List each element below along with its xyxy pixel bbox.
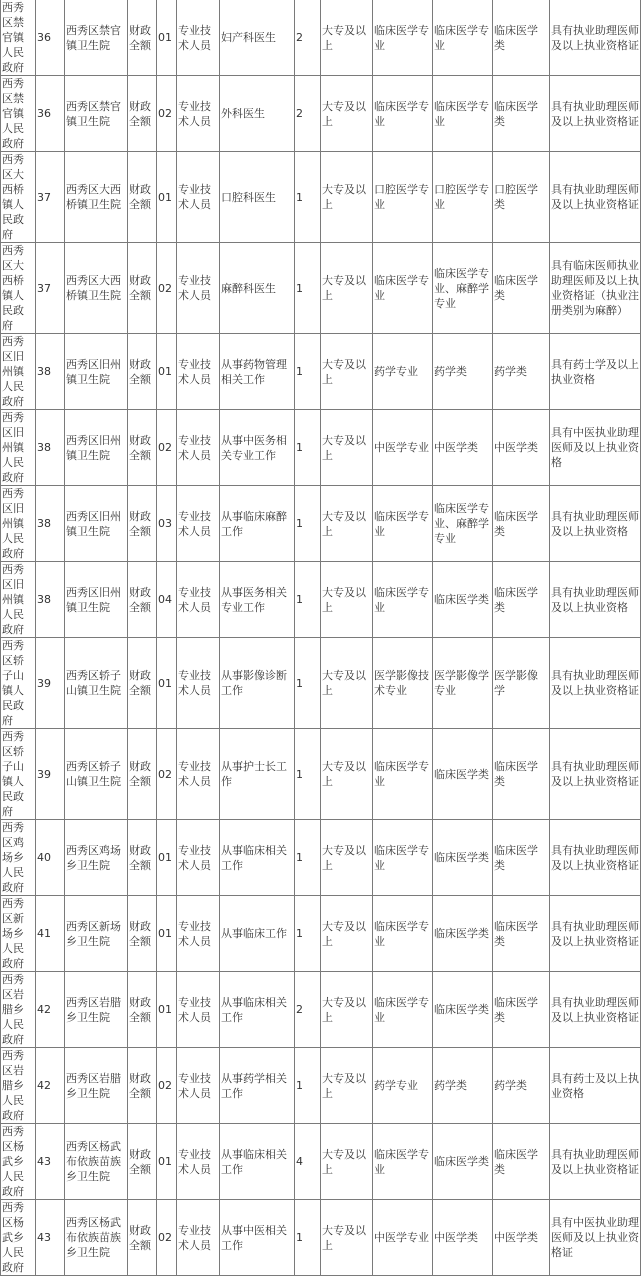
table-row — [1, 0, 641, 76]
cell-pos-type: 专业技术人员 — [177, 896, 220, 972]
cell-code: 37 — [36, 243, 65, 334]
cell-requirement: 具有执业助理医师及以上执业资格证 — [550, 152, 641, 243]
cell-count: 1 — [295, 334, 321, 410]
table-row — [1, 729, 641, 820]
cell-code: 42 — [36, 972, 65, 1048]
cell-unit: 西秀区杨武布依族苗族乡卫生院 — [65, 1124, 128, 1200]
cell-code: 43 — [36, 1200, 65, 1276]
cell-pos-type: 专业技术人员 — [177, 334, 220, 410]
cell-pos-type: 专业技术人员 — [177, 562, 220, 638]
cell-edu: 大专及以上 — [321, 1048, 373, 1124]
cell-major-b: 药学类 — [433, 1048, 493, 1124]
cell-major-b: 临床医学类 — [433, 1124, 493, 1200]
cell-edu: 大专及以上 — [321, 410, 373, 486]
cell-major-b: 临床医学类 — [433, 896, 493, 972]
cell-region: 西秀区轿子山镇人民政府 — [1, 729, 36, 820]
cell-pos-no: 03 — [157, 486, 177, 562]
cell-major-b: 临床医学专业、麻醉学专业 — [433, 243, 493, 334]
cell-fund: 财政全额 — [128, 334, 157, 410]
cell-region: 西秀区鸡场乡人民政府 — [1, 820, 36, 896]
cell-major-c: 医学影像学 — [493, 638, 550, 729]
cell-unit: 西秀区大西桥镇卫生院 — [65, 152, 128, 243]
cell-code: 39 — [36, 638, 65, 729]
cell-major-a: 临床医学专业 — [373, 896, 433, 972]
cell-edu: 大专及以上 — [321, 0, 373, 76]
cell-major-b: 临床医学专业、麻醉学专业 — [433, 486, 493, 562]
cell-requirement: 具有中医执业助理医师及以上执业资格 — [550, 410, 641, 486]
cell-pos-type: 专业技术人员 — [177, 1124, 220, 1200]
cell-major-c: 临床医学类 — [493, 0, 550, 76]
cell-requirement: 具有药士学及以上执业资格 — [550, 334, 641, 410]
cell-major-b: 临床医学类 — [433, 972, 493, 1048]
cell-major-b: 医学影像学专业 — [433, 638, 493, 729]
cell-requirement: 具有中医执业助理医师及以上执业资格证 — [550, 1200, 641, 1276]
table-row — [1, 152, 641, 243]
cell-major-c: 临床医学类 — [493, 820, 550, 896]
cell-requirement: 具有执业助理医师及以上执业资格证 — [550, 0, 641, 76]
cell-region: 西秀区岩腊乡人民政府 — [1, 1048, 36, 1124]
table-row — [1, 638, 641, 729]
cell-edu: 大专及以上 — [321, 638, 373, 729]
cell-major-c: 临床医学类 — [493, 486, 550, 562]
cell-requirement: 具有执业助理医师及以上执业资格证 — [550, 76, 641, 152]
cell-pos-type: 专业技术人员 — [177, 76, 220, 152]
cell-major-c: 中医学类 — [493, 410, 550, 486]
cell-code: 38 — [36, 410, 65, 486]
cell-major-b: 口腔医学专业 — [433, 152, 493, 243]
cell-count: 1 — [295, 820, 321, 896]
cell-pos-type: 专业技术人员 — [177, 1200, 220, 1276]
cell-position: 从事临床相关工作 — [220, 820, 295, 896]
cell-region: 西秀区旧州镇人民政府 — [1, 486, 36, 562]
table-row — [1, 896, 641, 972]
cell-position: 麻醉科医生 — [220, 243, 295, 334]
cell-requirement: 具有执业助理医师及以上执业资格证 — [550, 729, 641, 820]
table-row — [1, 972, 641, 1048]
cell-position: 从事医务相关专业工作 — [220, 562, 295, 638]
cell-code: 41 — [36, 896, 65, 972]
cell-unit: 西秀区新场乡卫生院 — [65, 896, 128, 972]
cell-edu: 大专及以上 — [321, 820, 373, 896]
cell-major-b: 中医学类 — [433, 410, 493, 486]
cell-major-a: 中医学专业 — [373, 410, 433, 486]
cell-edu: 大专及以上 — [321, 1200, 373, 1276]
cell-region: 西秀区旧州镇人民政府 — [1, 410, 36, 486]
cell-position: 从事临床麻醉工作 — [220, 486, 295, 562]
cell-pos-no: 01 — [157, 334, 177, 410]
cell-code: 43 — [36, 1124, 65, 1200]
cell-major-c: 临床医学类 — [493, 76, 550, 152]
table-row — [1, 76, 641, 152]
cell-major-b: 中医学类 — [433, 1200, 493, 1276]
cell-fund: 财政全额 — [128, 243, 157, 334]
table-row — [1, 1048, 641, 1124]
cell-unit: 西秀区旧州镇卫生院 — [65, 486, 128, 562]
cell-pos-type: 专业技术人员 — [177, 638, 220, 729]
cell-major-b: 临床医学专业 — [433, 0, 493, 76]
cell-fund: 财政全额 — [128, 820, 157, 896]
cell-position: 从事影像诊断工作 — [220, 638, 295, 729]
cell-position: 口腔科医生 — [220, 152, 295, 243]
cell-edu: 大专及以上 — [321, 152, 373, 243]
cell-major-c: 临床医学类 — [493, 562, 550, 638]
cell-count: 1 — [295, 562, 321, 638]
cell-unit: 西秀区旧州镇卫生院 — [65, 334, 128, 410]
cell-pos-no: 01 — [157, 1124, 177, 1200]
cell-major-a: 药学专业 — [373, 1048, 433, 1124]
cell-position: 从事药学相关工作 — [220, 1048, 295, 1124]
cell-pos-no: 02 — [157, 243, 177, 334]
cell-position: 从事临床相关工作 — [220, 1124, 295, 1200]
cell-pos-type: 专业技术人员 — [177, 1048, 220, 1124]
cell-fund: 财政全额 — [128, 410, 157, 486]
table-row — [1, 486, 641, 562]
table-row — [1, 243, 641, 334]
cell-major-b: 临床医学专业 — [433, 76, 493, 152]
cell-major-a: 医学影像技术专业 — [373, 638, 433, 729]
cell-code: 37 — [36, 152, 65, 243]
cell-count: 1 — [295, 1048, 321, 1124]
cell-requirement: 具有药士及以上执业资格 — [550, 1048, 641, 1124]
cell-pos-no: 01 — [157, 820, 177, 896]
cell-major-b: 临床医学类 — [433, 820, 493, 896]
cell-major-b: 临床医学类 — [433, 729, 493, 820]
cell-major-a: 中医学专业 — [373, 1200, 433, 1276]
cell-unit: 西秀区岩腊乡卫生院 — [65, 972, 128, 1048]
cell-count: 1 — [295, 410, 321, 486]
cell-requirement: 具有执业助理医师及以上执业资格证 — [550, 1124, 641, 1200]
cell-major-c: 药学类 — [493, 334, 550, 410]
cell-fund: 财政全额 — [128, 152, 157, 243]
cell-pos-type: 专业技术人员 — [177, 0, 220, 76]
cell-requirement: 具有执业助理医师及以上执业资格证 — [550, 896, 641, 972]
cell-edu: 大专及以上 — [321, 729, 373, 820]
cell-fund: 财政全额 — [128, 1124, 157, 1200]
cell-region: 西秀区新场乡人民政府 — [1, 896, 36, 972]
cell-fund: 财政全额 — [128, 729, 157, 820]
cell-region: 西秀区杨武乡人民政府 — [1, 1124, 36, 1200]
table-row — [1, 334, 641, 410]
cell-unit: 西秀区禁官镇卫生院 — [65, 0, 128, 76]
cell-code: 40 — [36, 820, 65, 896]
cell-fund: 财政全额 — [128, 1200, 157, 1276]
cell-region: 西秀区杨武乡人民政府 — [1, 1200, 36, 1276]
cell-fund: 财政全额 — [128, 562, 157, 638]
cell-major-b: 药学类 — [433, 334, 493, 410]
cell-count: 1 — [295, 1200, 321, 1276]
cell-region: 西秀区大西桥镇人民政府 — [1, 152, 36, 243]
cell-edu: 大专及以上 — [321, 486, 373, 562]
cell-region: 西秀区轿子山镇人民政府 — [1, 638, 36, 729]
cell-major-c: 临床医学类 — [493, 896, 550, 972]
cell-position: 从事临床相关工作 — [220, 972, 295, 1048]
cell-pos-no: 01 — [157, 972, 177, 1048]
cell-region: 西秀区岩腊乡人民政府 — [1, 972, 36, 1048]
cell-pos-type: 专业技术人员 — [177, 820, 220, 896]
cell-count: 2 — [295, 76, 321, 152]
table-row — [1, 820, 641, 896]
cell-major-a: 口腔医学专业 — [373, 152, 433, 243]
cell-major-c: 临床医学类 — [493, 729, 550, 820]
cell-requirement: 具有执业助理医师及以上执业资格 — [550, 562, 641, 638]
cell-position: 妇产科医生 — [220, 0, 295, 76]
cell-region: 西秀区大西桥镇人民政府 — [1, 243, 36, 334]
cell-pos-type: 专业技术人员 — [177, 243, 220, 334]
cell-unit: 西秀区轿子山镇卫生院 — [65, 729, 128, 820]
cell-count: 1 — [295, 638, 321, 729]
cell-pos-no: 02 — [157, 76, 177, 152]
cell-fund: 财政全额 — [128, 972, 157, 1048]
cell-fund: 财政全额 — [128, 76, 157, 152]
cell-major-c: 临床医学类 — [493, 243, 550, 334]
cell-major-a: 临床医学专业 — [373, 820, 433, 896]
cell-count: 1 — [295, 243, 321, 334]
cell-position: 从事临床工作 — [220, 896, 295, 972]
cell-major-a: 临床医学专业 — [373, 76, 433, 152]
table-row — [1, 1124, 641, 1200]
cell-major-c: 临床医学类 — [493, 972, 550, 1048]
cell-major-a: 临床医学专业 — [373, 562, 433, 638]
cell-code: 39 — [36, 729, 65, 820]
cell-edu: 大专及以上 — [321, 334, 373, 410]
cell-major-a: 临床医学专业 — [373, 729, 433, 820]
cell-major-a: 药学专业 — [373, 334, 433, 410]
cell-pos-no: 02 — [157, 729, 177, 820]
cell-pos-type: 专业技术人员 — [177, 410, 220, 486]
cell-fund: 财政全额 — [128, 0, 157, 76]
cell-major-a: 临床医学专业 — [373, 486, 433, 562]
cell-pos-no: 02 — [157, 410, 177, 486]
cell-edu: 大专及以上 — [321, 1124, 373, 1200]
cell-code: 38 — [36, 486, 65, 562]
cell-pos-no: 02 — [157, 1200, 177, 1276]
table-row — [1, 562, 641, 638]
cell-major-a: 临床医学专业 — [373, 0, 433, 76]
cell-fund: 财政全额 — [128, 1048, 157, 1124]
table-row — [1, 1200, 641, 1276]
cell-edu: 大专及以上 — [321, 972, 373, 1048]
cell-code: 38 — [36, 334, 65, 410]
cell-pos-type: 专业技术人员 — [177, 486, 220, 562]
cell-pos-no: 01 — [157, 0, 177, 76]
cell-pos-type: 专业技术人员 — [177, 729, 220, 820]
cell-position: 外科医生 — [220, 76, 295, 152]
cell-pos-no: 04 — [157, 562, 177, 638]
cell-count: 4 — [295, 1124, 321, 1200]
cell-major-c: 临床医学类 — [493, 1124, 550, 1200]
cell-region: 西秀区旧州镇人民政府 — [1, 562, 36, 638]
cell-pos-no: 01 — [157, 152, 177, 243]
cell-region: 西秀区旧州镇人民政府 — [1, 334, 36, 410]
cell-region: 西秀区禁官镇人民政府 — [1, 76, 36, 152]
cell-pos-type: 专业技术人员 — [177, 152, 220, 243]
cell-requirement: 具有执业助理医师及以上执业资格 — [550, 486, 641, 562]
cell-count: 1 — [295, 486, 321, 562]
cell-count: 1 — [295, 729, 321, 820]
cell-unit: 西秀区大西桥镇卫生院 — [65, 243, 128, 334]
cell-major-c: 中医学类 — [493, 1200, 550, 1276]
cell-unit: 西秀区岩腊乡卫生院 — [65, 1048, 128, 1124]
cell-major-c: 药学类 — [493, 1048, 550, 1124]
cell-major-a: 临床医学专业 — [373, 1124, 433, 1200]
cell-position: 从事中医相关工作 — [220, 1200, 295, 1276]
cell-major-c: 口腔医学类 — [493, 152, 550, 243]
cell-unit: 西秀区鸡场乡卫生院 — [65, 820, 128, 896]
cell-major-b: 临床医学类 — [433, 562, 493, 638]
cell-fund: 财政全额 — [128, 638, 157, 729]
cell-fund: 财政全额 — [128, 486, 157, 562]
cell-edu: 大专及以上 — [321, 76, 373, 152]
cell-position: 从事护士长工作 — [220, 729, 295, 820]
cell-code: 36 — [36, 76, 65, 152]
cell-unit: 西秀区禁官镇卫生院 — [65, 76, 128, 152]
cell-requirement: 具有执业助理医师及以上执业资格证 — [550, 638, 641, 729]
cell-unit: 西秀区旧州镇卫生院 — [65, 410, 128, 486]
cell-requirement: 具有临床医师执业助理医师及以上执业资格证（执业注册类别为麻醉） — [550, 243, 641, 334]
cell-requirement: 具有执业助理医师及以上执业资格证 — [550, 820, 641, 896]
cell-count: 1 — [295, 896, 321, 972]
cell-region: 西秀区禁官镇人民政府 — [1, 0, 36, 76]
cell-count: 1 — [295, 152, 321, 243]
cell-position: 从事中医务相关专业工作 — [220, 410, 295, 486]
cell-pos-no: 02 — [157, 1048, 177, 1124]
cell-position: 从事药物管理相关工作 — [220, 334, 295, 410]
cell-count: 2 — [295, 972, 321, 1048]
cell-count: 2 — [295, 0, 321, 76]
table-row — [1, 410, 641, 486]
cell-major-a: 临床医学专业 — [373, 243, 433, 334]
cell-pos-type: 专业技术人员 — [177, 972, 220, 1048]
cell-edu: 大专及以上 — [321, 562, 373, 638]
cell-pos-no: 01 — [157, 638, 177, 729]
cell-pos-no: 01 — [157, 896, 177, 972]
cell-code: 38 — [36, 562, 65, 638]
cell-edu: 大专及以上 — [321, 243, 373, 334]
cell-unit: 西秀区旧州镇卫生院 — [65, 562, 128, 638]
cell-requirement: 具有执业助理医师及以上执业资格证 — [550, 972, 641, 1048]
cell-major-a: 临床医学专业 — [373, 972, 433, 1048]
cell-unit: 西秀区轿子山镇卫生院 — [65, 638, 128, 729]
table-body — [1, 0, 641, 1276]
cell-fund: 财政全额 — [128, 896, 157, 972]
cell-code: 42 — [36, 1048, 65, 1124]
cell-code: 36 — [36, 0, 65, 76]
cell-edu: 大专及以上 — [321, 896, 373, 972]
cell-unit: 西秀区杨武布依族苗族乡卫生院 — [65, 1200, 128, 1276]
